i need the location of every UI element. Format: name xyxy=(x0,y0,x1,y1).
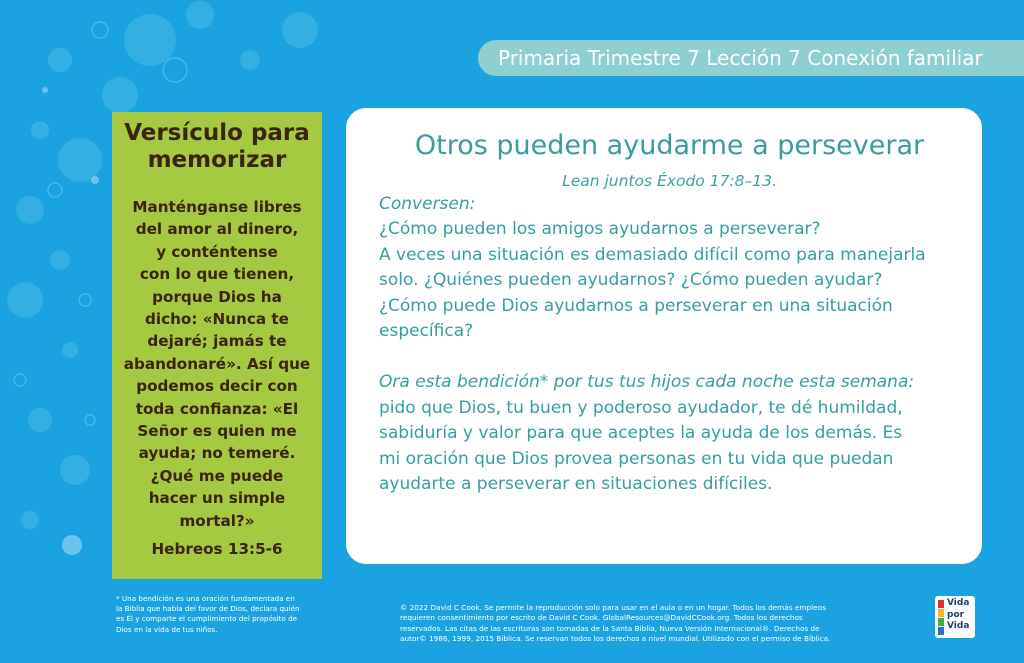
logo-bar xyxy=(938,618,944,626)
memory-verse-text: Manténganse libres del amor al dinero, y conténtense con lo que tienen, porque Dios ha dicho: «Nunca te dejaré; jamás te abandonaré». Así que podemos decir con toda confianza: «El Señor es quien me ayuda; no temeré. ¿Qué me puede hacer un simple mortal?» xyxy=(123,198,311,530)
copyright-notice: © 2022 David C Cook. Se permite la reproducción solo para usar en el aula o en un hogar. Todos los demás empleos requieren consentimiento por escrito de David C Cook. GlobalResources@DavidCCook.org. Todos los derechos reservados. Las citas de las escrituras son tomadas de la Santa Biblia, Nueva Versión Internacional®. Derechos de autor© 1986, 1999, 2015 Bíblica. Se reservan todos los derechos a nivel mundial. Utilizado con el permiso de Bíblica. xyxy=(400,603,831,643)
reading-instruction: Lean juntos Éxodo 17:8–13. xyxy=(562,172,777,190)
logo-color-bars-icon xyxy=(938,600,944,634)
blessing-label: Ora esta bendición* por tus tus hijos cada noche esta semana: xyxy=(379,372,915,393)
blessing-text: pido que Dios, tu buen y poderoso ayudador, te dé humildad, sabiduría y valor para que aceptes la ayuda de los demás. Es mi oración que Dios provea personas en tu vida que puedan ayudarte a perseverar en situaciones difíciles. xyxy=(379,397,903,495)
logo-bar xyxy=(938,600,944,608)
discuss-questions: ¿Cómo pueden los amigos ayudarnos a perseverar? A veces una situación es demasiado difícil como para manejarla solo. ¿Quiénes pueden ayudarnos? ¿Cómo pueden ayudar? ¿Cómo puede Dios ayudarnos a perseverar en una situación específica? xyxy=(379,219,926,342)
memory-verse-box xyxy=(112,112,322,579)
memory-verse-title: Versículo para memorizar xyxy=(124,120,310,173)
logo-bar xyxy=(938,609,944,617)
blessing-footnote: * Una bendición es una oración fundamentada en la Biblia que habla del favor de Dios, declara quién es Él y comparte el cumplimiento del propósito de Dios en la vida de tus niños. xyxy=(116,594,300,634)
vida-por-vida-logo xyxy=(935,596,975,638)
logo-text: Vida por Vida xyxy=(947,598,970,631)
memory-verse-reference: Hebreos 13:5-6 xyxy=(151,540,283,559)
discuss-label: Conversen: xyxy=(379,194,476,214)
logo-bar xyxy=(938,627,944,635)
lesson-header: Primaria Trimestre 7 Lección 7 Conexión familiar xyxy=(478,40,1024,76)
lesson-title: Otros pueden ayudarme a perseverar xyxy=(414,130,925,161)
lesson-card xyxy=(346,108,982,564)
